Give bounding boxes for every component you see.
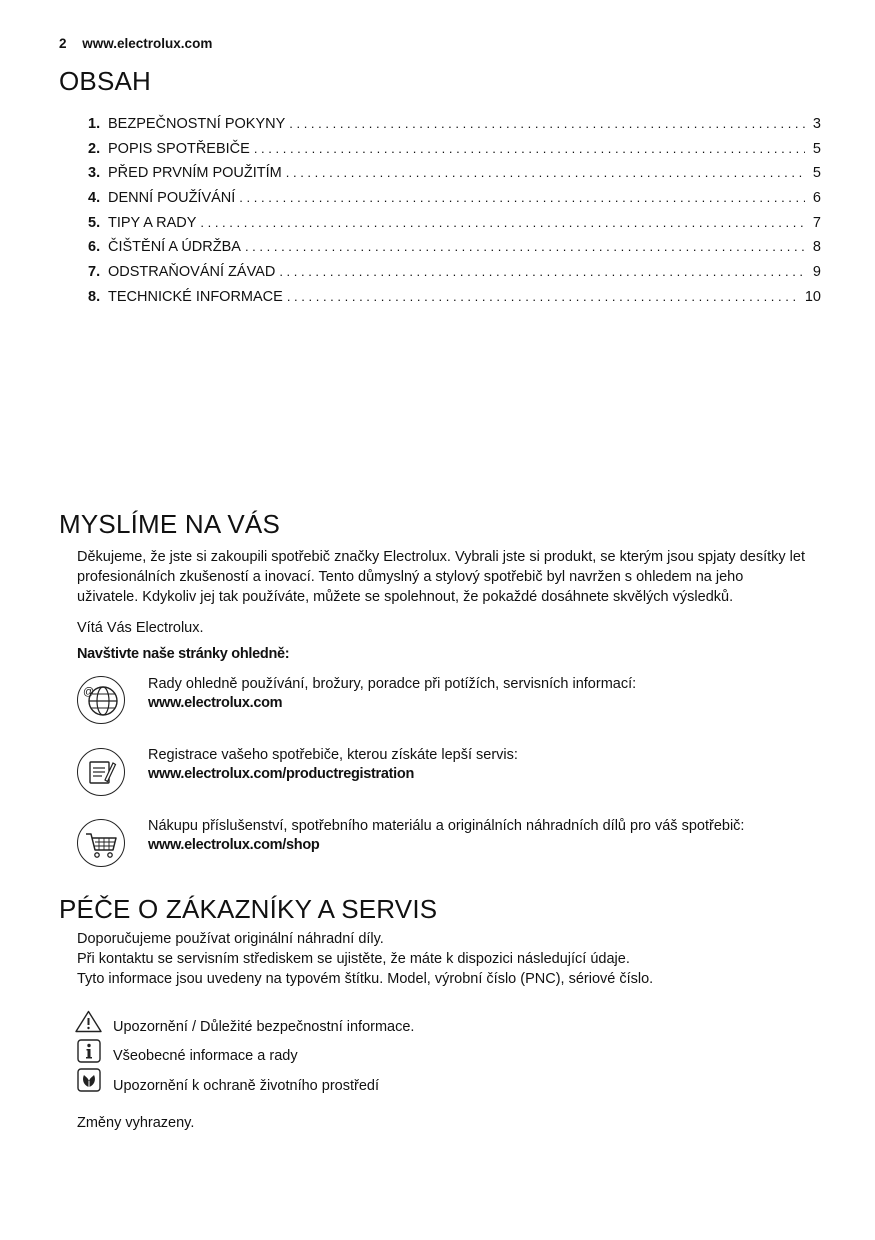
info-icon [77, 1039, 101, 1063]
toc-item[interactable] [88, 116, 821, 141]
toc-leader-dots [239, 190, 805, 205]
header-website-link[interactable]: www.electrolux.com [82, 36, 213, 51]
shop-link[interactable]: www.electrolux.com/shop [148, 837, 320, 853]
toc-item[interactable] [88, 264, 821, 289]
link-description: Registrace vašeho spotřebiče, kterou získáte lepší servis: [148, 747, 518, 763]
toc-item-title: TECHNICKÉ INFORMACE [108, 288, 283, 305]
toc-item-title: PŘED PRVNÍM POUŽITÍM [108, 165, 282, 182]
thinking-intro [77, 548, 837, 607]
toc-item-page: 5 [812, 140, 821, 157]
warning-triangle-icon [75, 1010, 102, 1033]
toc-item-number: 2. [88, 140, 101, 157]
welcome-text: Vítá Vás Electrolux. [77, 620, 204, 636]
toc-item-number: 1. [88, 116, 101, 132]
care-line: Tyto informace jsou uvedeny na typovém štítku. Model, výrobní číslo (PNC), sériové číslo. [77, 970, 654, 987]
toc-leader-dots [289, 116, 805, 131]
toc-item-page: 5 [812, 165, 821, 182]
info-symbol-label: Všeobecné informace a rady [113, 1048, 298, 1064]
toc-item-title: ČIŠTĚNÍ A ÚDRŽBA [108, 239, 241, 256]
toc-item-page: 7 [812, 214, 821, 231]
toc-item-number: 6. [88, 239, 101, 256]
registration-form-icon [77, 748, 125, 796]
environment-icon [77, 1068, 101, 1092]
thinking-heading: MYSLÍME NA VÁS [59, 509, 280, 539]
intro-line: uživatele. Kdykoliv jej tak používáte, můžete se spolehnout, že pokaždé dosáhnete skvělých výsledků. [77, 588, 734, 605]
toc-item[interactable] [88, 289, 821, 314]
page-header [59, 36, 212, 51]
toc-item-title: BEZPEČNOSTNÍ POKYNY [108, 116, 286, 132]
toc-item[interactable] [88, 239, 821, 264]
toc-heading: OBSAH [59, 66, 152, 96]
warning-symbol-label: Upozornění / Důležité bezpečnostní informace. [113, 1019, 415, 1035]
customer-care-heading: PÉČE O ZÁKAZNÍKY A SERVIS [59, 894, 438, 924]
toc-item[interactable] [88, 190, 821, 215]
intro-line: Děkujeme, že jste si zakoupili spotřebič značky Electrolux. Vybrali jste si produkt, se kterým jsou spjaty desítky let [77, 549, 805, 565]
toc-item-number: 5. [88, 214, 101, 231]
website-link[interactable]: www.electrolux.com [148, 695, 283, 711]
toc-item-title: ODSTRAŇOVÁNÍ ZÁVAD [108, 264, 276, 281]
page-number: 2 [59, 36, 67, 51]
link-description: Rady ohledně používání, brožury, poradce při potížích, servisních informací: [148, 676, 637, 692]
toc-item-number: 8. [88, 288, 101, 305]
table-of-contents [88, 116, 821, 314]
toc-item-page: 10 [804, 288, 821, 305]
toc-leader-dots [286, 165, 805, 180]
changes-reserved-note: Změny vyhrazeny. [77, 1115, 195, 1131]
product-registration-link[interactable]: www.electrolux.com/productregistration [148, 766, 415, 782]
toc-item-title: TIPY A RADY [108, 214, 197, 231]
toc-item-page: 6 [812, 190, 821, 207]
toc-item[interactable] [88, 215, 821, 240]
toc-leader-dots [279, 264, 805, 279]
toc-item-number: 7. [88, 264, 101, 281]
toc-leader-dots [200, 215, 805, 230]
intro-line: profesionálních zkušeností a inovací. Tento důmyslný a stylový spotřebič byl navržen s ohledem na jeho [77, 568, 744, 585]
toc-leader-dots [245, 239, 805, 254]
toc-item-number: 3. [88, 165, 101, 182]
globe-icon [77, 676, 125, 724]
toc-item-title: POPIS SPOTŘEBIČE [108, 140, 250, 157]
toc-item-page: 9 [812, 264, 821, 281]
environment-symbol-label: Upozornění k ochraně životního prostředí [113, 1078, 379, 1094]
toc-leader-dots [287, 289, 799, 304]
customer-care-text [77, 930, 837, 989]
toc-item[interactable] [88, 141, 821, 166]
toc-leader-dots [254, 141, 805, 156]
link-description: Nákupu příslušenství, spotřebního materiálu a originálních náhradních dílů pro váš spotřebič: [148, 818, 745, 834]
shopping-cart-icon [77, 819, 125, 867]
care-line: Doporučujeme používat originální náhradní díly. [77, 931, 384, 947]
svg-text:@: @ [83, 686, 95, 698]
toc-item-number: 4. [88, 190, 101, 207]
toc-item-page: 8 [812, 239, 821, 256]
toc-item-page: 3 [812, 116, 821, 132]
visit-label: Navštivte naše stránky ohledně: [77, 646, 290, 662]
care-line: Při kontaktu se servisním střediskem se ujistěte, že máte k dispozici následující údaje. [77, 950, 630, 967]
toc-item-title: DENNÍ POUŽÍVÁNÍ [108, 190, 236, 207]
toc-item[interactable] [88, 165, 821, 190]
